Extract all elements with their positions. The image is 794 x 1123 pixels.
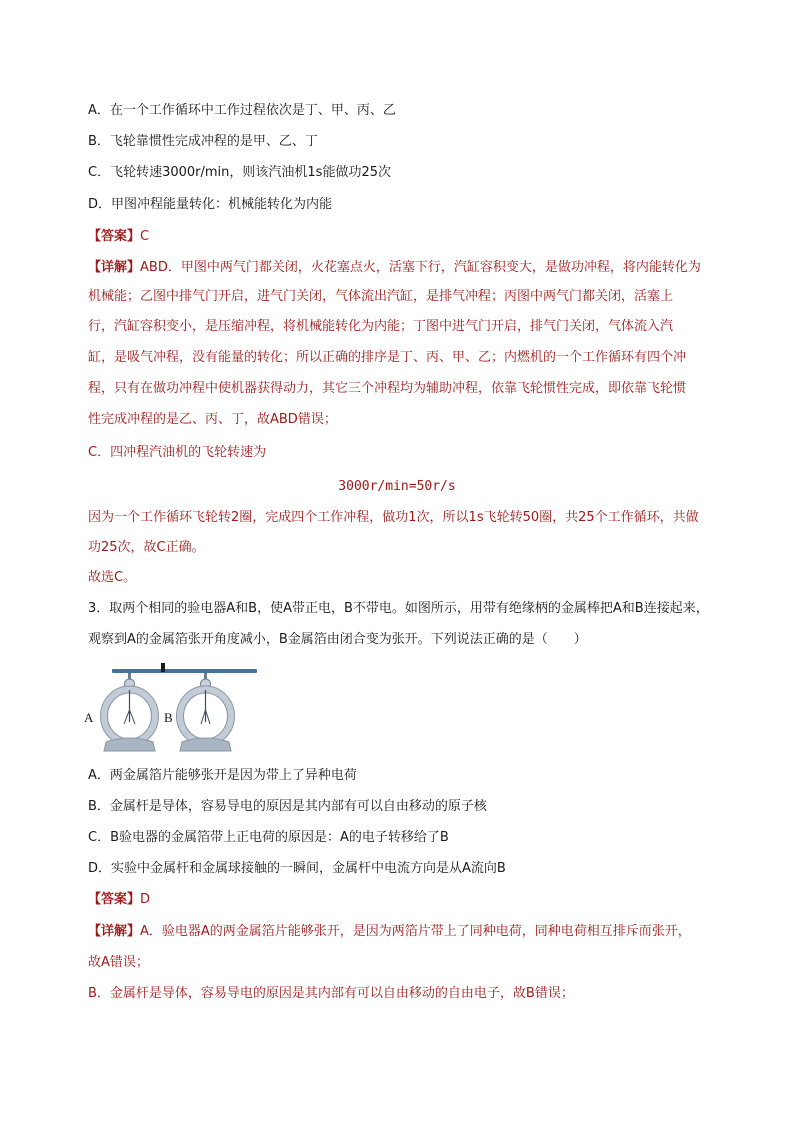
label-a: A xyxy=(84,710,94,725)
q2-option-b: B．飞轮靠惯性完成冲程的是甲、乙、丁 xyxy=(88,134,318,149)
electroscope-b xyxy=(177,673,235,751)
electroscope-figure xyxy=(84,660,274,760)
q3-option-d: D．实验中金属杆和金属球接触的一瞬间，金属杆中电流方向是从A流向B xyxy=(88,861,506,876)
answer-tag: 【答案】 xyxy=(88,229,141,244)
q2-detail-line-2: 机械能；乙图中排气门开启，进气门关闭，气体流出汽缸，是排气冲程；丙图中两气门都关闭，活塞上 xyxy=(88,289,674,304)
q2-option-c: C．飞轮转速3000r/min，则该汽油机1s能做功25次 xyxy=(88,165,391,180)
detail-text: A．验电器A的两金属箔片能够张开，是因为两箔片带上了同种电荷，同种电荷相互排斥而张开， xyxy=(140,924,691,939)
q2-c-explain-1: 因为一个工作循环飞轮转2圈，完成四个工作冲程，做功1次，所以1s飞轮转50圈，共25个工作循环，共做 xyxy=(88,510,699,525)
q3-detail-line-2: 故A错误； xyxy=(88,955,149,970)
q2-option-a: A．在一个工作循环中工作过程依次是丁、甲、丙、乙 xyxy=(88,103,396,118)
q3-stem-line-2: 观察到A的金属箔张开角度减小，B金属箔由闭合变为张开。下列说法正确的是（ ） xyxy=(88,632,587,647)
q3-detail-line-3: B．金属杆是导体，容易导电的原因是其内部有可以自由移动的自由电子，故B错误； xyxy=(88,986,574,1001)
q2-option-d: D．甲图冲程能量转化：机械能转化为内能 xyxy=(88,197,333,212)
q2-detail-line-1 xyxy=(88,258,701,278)
q2-c-intro: C．四冲程汽油机的飞轮转速为 xyxy=(88,445,267,460)
q2-detail-line-3: 行，汽缸容积变小，是压缩冲程，将机械能转化为内能；丁图中进气门开启，排气门关闭，气体流入汽 xyxy=(88,319,674,334)
q2-conclusion: 故选C。 xyxy=(88,570,137,585)
label-b: B xyxy=(164,710,173,725)
q2-detail-line-4: 缸，是吸气冲程，没有能量的转化；所以正确的排序是丁、丙、甲、乙；内燃机的一个工作循环有四个冲 xyxy=(88,350,687,365)
q3-answer xyxy=(88,890,150,910)
q3-detail-line-1 xyxy=(88,922,691,942)
q2-c-explain-2: 功25次，故C正确。 xyxy=(88,540,205,555)
insulated-handle xyxy=(161,663,165,672)
detail-text: ABD．甲图中两气门都关闭，火花塞点火，活塞下行，汽缸容积变大，是做功冲程，将内能转化为 xyxy=(140,260,701,275)
answer-tag: 【答案】 xyxy=(88,892,141,907)
q3-option-a: A．两金属箔片能够张开是因为带上了异种电荷 xyxy=(88,768,357,783)
q2-answer xyxy=(88,227,149,247)
answer-value: C xyxy=(140,229,150,244)
q3-option-c: C．B验电器的金属箔带上正电荷的原因是：A的电子转移给了B xyxy=(88,830,449,845)
electroscope-a xyxy=(101,673,159,751)
answer-value: D xyxy=(140,892,151,907)
detail-tag: 【详解】 xyxy=(88,260,141,275)
metal-rod xyxy=(112,669,257,673)
q3-stem-line-1: 3．取两个相同的验电器A和B，使A带正电，B不带电。如图所示，用带有绝缘柄的金属棒把A和B连接起来， xyxy=(88,601,709,616)
q3-option-b: B．金属杆是导体，容易导电的原因是其内部有可以自由移动的原子核 xyxy=(88,799,487,814)
q2-formula: 3000r/min=50r/s xyxy=(338,479,456,494)
q2-detail-line-5: 程，只有在做功冲程中使机器获得动力，其它三个冲程均为辅助冲程，依靠飞轮惯性完成，即依靠飞轮惯 xyxy=(88,381,687,396)
detail-tag: 【详解】 xyxy=(88,924,141,939)
q2-detail-line-6: 性完成冲程的是乙、丙、丁，故ABD错误； xyxy=(88,412,337,427)
